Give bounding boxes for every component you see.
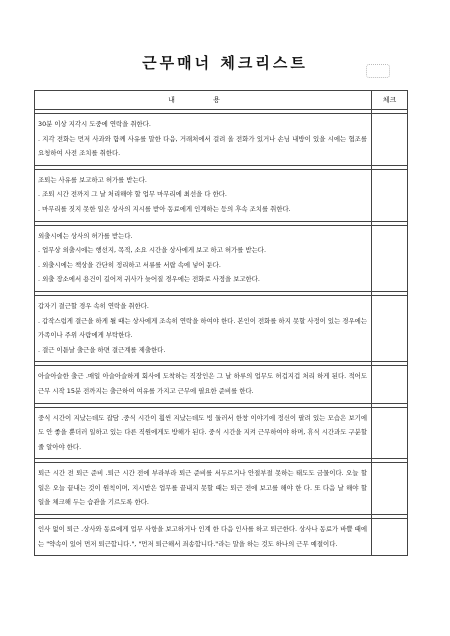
table-header-row <box>35 91 408 110</box>
content-line: 인사 없이 퇴근 .상사와 동료에게 업무 사항을 보고하거나 인계 한 다음 인사를 하고 퇴근한다. 상사나 동료가 바쁠 때에는 "약속이 있어 먼저 퇴근합니다.", "먼저 퇴근해서 죄송합니다."라는 말을 하는 것도 하나의 근무 예절이다. <box>38 525 367 548</box>
check-cell[interactable] <box>372 366 408 403</box>
check-cell[interactable] <box>372 295 408 361</box>
content-line: . 마무리를 짓지 못한 일은 상사의 지시를 받아 동료에게 인계하는 등의 후속 조치를 취한다. <box>38 204 291 213</box>
content-line: . 지각 전화는 먼저 사과와 함께 사유를 말한 다음, 거래처에서 걸려 올 전화가 있거나 손님 내방이 있을 시에는 협조를 요청하여 사전 조치를 취한다. <box>38 134 367 158</box>
checklist-table <box>34 90 408 556</box>
check-cell[interactable] <box>372 463 408 515</box>
content-cell <box>35 407 372 459</box>
content-cell <box>35 519 372 556</box>
content-line: 아슬아슬한 출근 .매일 아슬아슬하게 회사에 도착하는 직장인은 그 날 하루의 업무도 허겁지겁 처리 하게 된다. 적어도 근무 시작 15분 전까지는 출근하여 여유를 가지고 근무에 필요한 준비를 한다. <box>38 372 367 395</box>
table-row <box>35 114 408 166</box>
content-line: 갑자기 결근할 경우 속히 연락을 취한다. <box>38 301 149 310</box>
faint-stamp-mark <box>366 64 390 78</box>
content-line: . 외출 장소에서 용건이 길어져 귀사가 늦어질 경우에는 전화로 사정을 보고한다. <box>38 275 260 284</box>
table-row <box>35 519 408 556</box>
content-line: 외출시에는 상사의 허가를 받는다. <box>38 231 133 240</box>
table-row <box>35 225 408 291</box>
content-line: 30분 이상 지각시 도중에 연락을 취한다. <box>38 120 151 128</box>
content-line: . 업무상 외출시에는 행선지, 목적, 소요 시간을 상사에게 보고 하고 허가를 받는다. <box>38 246 267 255</box>
table-row <box>35 407 408 459</box>
content-line: 퇴근 시간 전 퇴근 준비 .퇴근 시간 전에 부라부라 퇴근 준비를 서두르거나 안절부절 못하는 태도도 금물이다. 오늘 할 일은 오늘 끝내는 것이 원칙이며, 지시받은 업무를 끝내지 못할 때는 퇴근 전에 보고를 해야 한 다. 또 다음 날 해야 할 일을 체크해 두는 습관을 기르도록 한다. <box>38 469 367 507</box>
checklist-rows <box>35 110 408 556</box>
header-content: 내 용 <box>35 91 372 110</box>
table-row <box>35 366 408 403</box>
table-row <box>35 169 408 221</box>
content-line: 조퇴는 사유를 보고하고 허가를 받는다. <box>38 175 147 184</box>
content-line: . 조퇴 시간 전까지 그 날 처리해야 할 업무 마무리에 최선을 다 한다. <box>38 190 227 199</box>
content-line: . 결근 이튿날 출근을 하면 결근계를 제출한다. <box>38 345 166 354</box>
check-cell[interactable] <box>372 169 408 221</box>
check-cell[interactable] <box>372 225 408 291</box>
check-cell[interactable] <box>372 114 408 166</box>
content-cell <box>35 114 372 166</box>
content-line: . 갑작스럽게 결근을 하게 될 때는 상사에게 조속히 연락을 하여야 한다. 본인이 전화를 하지 못할 사정이 있는 경우에는 가족이나 주위 사람에게 부탁한다. <box>38 316 367 340</box>
content-cell <box>35 225 372 291</box>
check-cell[interactable] <box>372 519 408 556</box>
check-cell[interactable] <box>372 407 408 459</box>
content-cell <box>35 169 372 221</box>
table-row <box>35 295 408 361</box>
header-check: 체크 <box>372 91 408 110</box>
content-line: 중식 시간이 지났는데도 잡담 .중식 시간이 훨씬 지났는데도 빙 둘러서 한창 이야기에 정신이 팔려 있는 모습은 보기에도 안 좋을 뿐더러 일하고 있는 다른 직원에게도 방해가 된다. 중식 시간을 지켜 근무하여야 하며, 휴식 시간과도 구분할 줄 알아야 한다. <box>38 413 367 451</box>
page-title: 근무매너 체크리스트 <box>142 54 308 72</box>
content-cell <box>35 295 372 361</box>
content-line: . 외출시에는 책상을 간단히 정리하고 서류를 서랍 속에 넣어 둔다. <box>38 260 221 269</box>
content-cell <box>35 463 372 515</box>
content-cell <box>35 366 372 403</box>
table-row <box>35 463 408 515</box>
